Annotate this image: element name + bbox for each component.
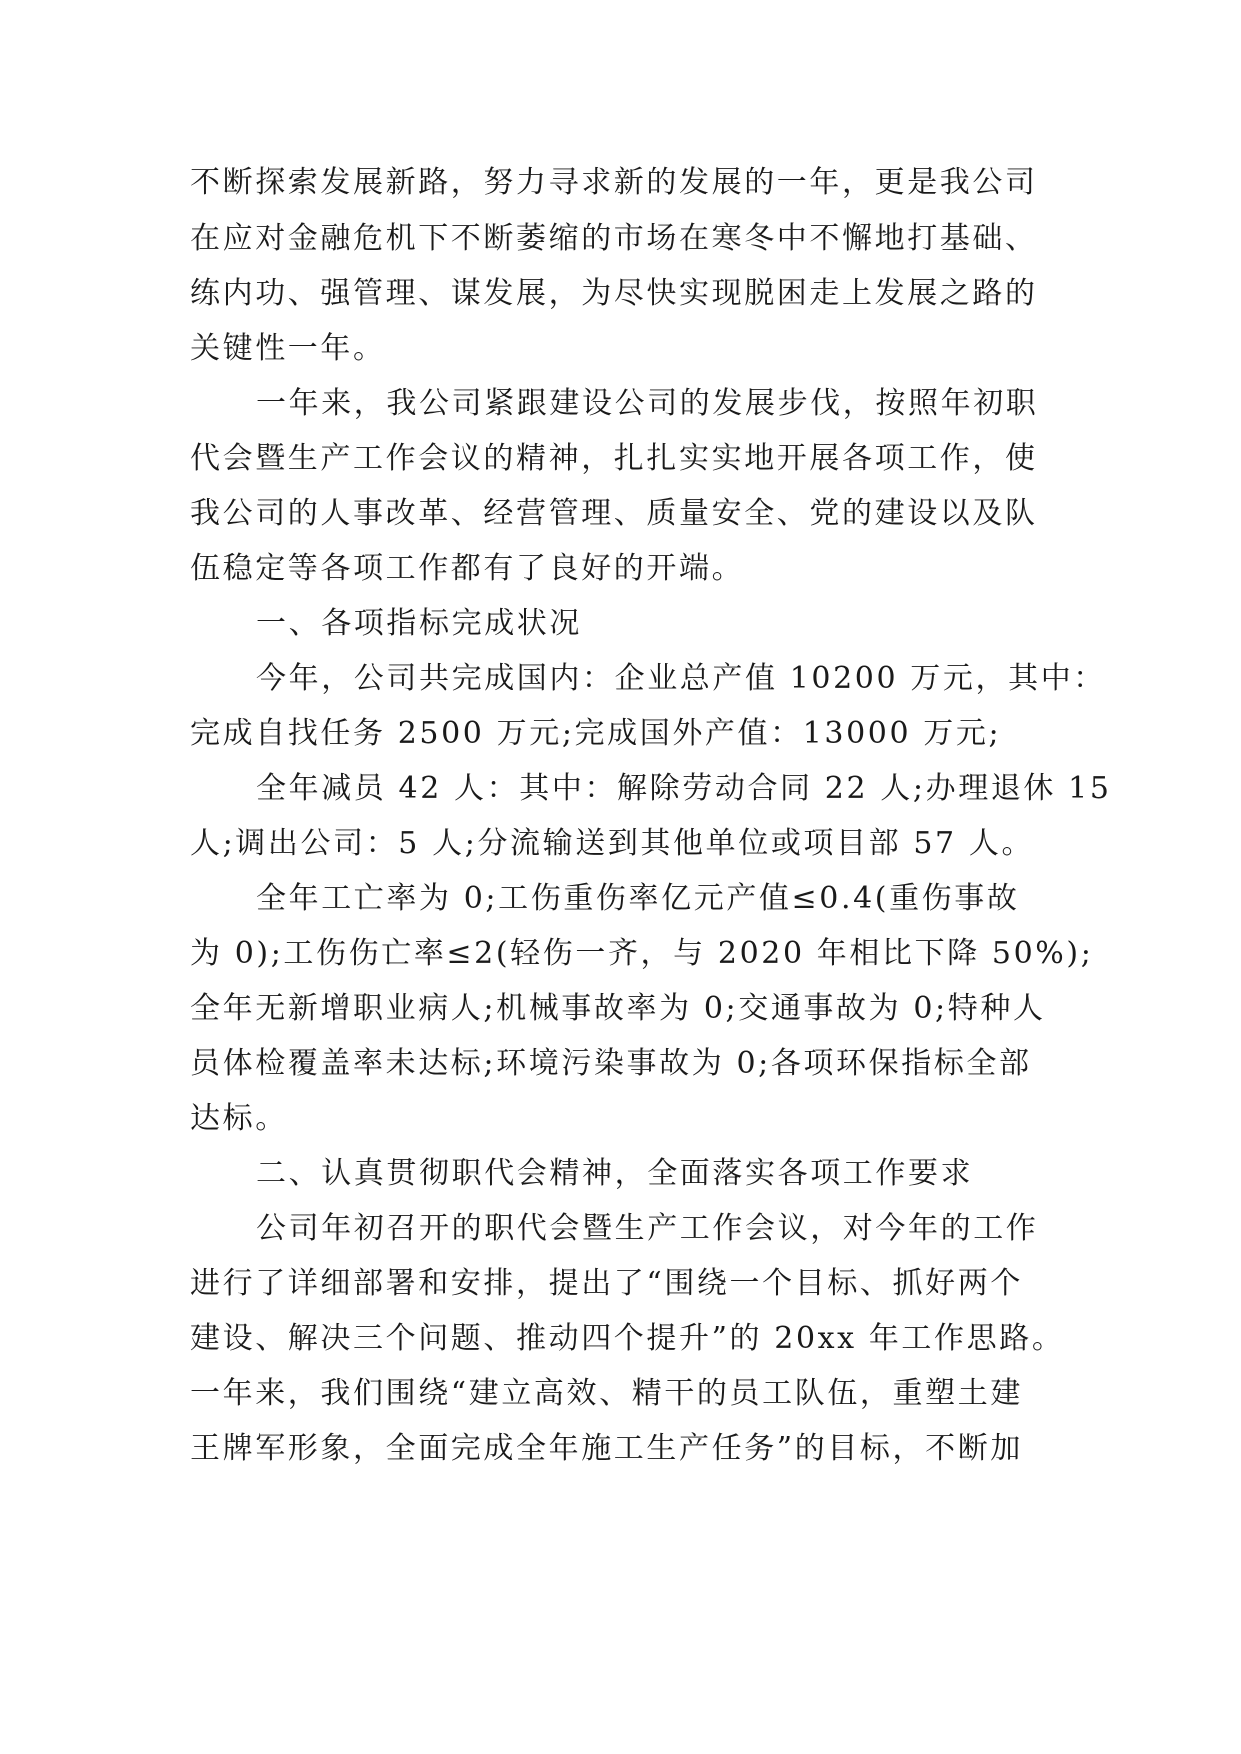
text-line-23: 一年来，我们围绕“建立高效、精干的员工队伍，重塑土建 [190,1376,1023,1411]
text-line-15: 为 0);工伤伤亡率≤2(轻伤一齐，与 2020 年相比下降 50%); [190,936,1094,971]
text-line-11: 完成自找任务 2500 万元;完成国外产值：13000 万元; [190,716,1002,751]
paragraph-intro-start: 一年来，我公司紧跟建设公司的发展步伐，按照年初职 [256,386,1039,421]
text-line-17: 员体检覆盖率未达标;环境污染事故为 0;各项环保指标全部 [190,1046,1032,1081]
text-line-6: 代会暨生产工作会议的精神，扎扎实实地开展各项工作，使 [190,441,1038,476]
paragraph-output-start: 今年，公司共完成国内：企业总产值 10200 万元，其中： [256,661,1106,696]
paragraph-meeting-start: 公司年初召开的职代会暨生产工作会议，对今年的工作 [256,1211,1039,1246]
text-line-3: 练内功、强管理、谋发展，为尽快实现脱困走上发展之路的 [190,276,1038,311]
text-line-2: 在应对金融危机下不断萎缩的市场在寒冬中不懈地打基础、 [190,221,1038,256]
paragraph-staff-start: 全年减员 42 人：其中：解除劳动合同 22 人;办理退休 15 [256,771,1112,806]
text-line-13: 人;调出公司：5 人;分流输送到其他单位或项目部 57 人。 [190,826,1035,861]
text-line-18: 达标。 [190,1101,288,1136]
section-heading-1: 一、各项指标完成状况 [256,606,582,641]
text-line-22: 建设、解决三个问题、推动四个提升”的 20xx 年工作思路。 [190,1321,1065,1356]
text-line-4: 关键性一年。 [190,331,386,366]
text-line-1: 不断探索发展新路，努力寻求新的发展的一年，更是我公司 [190,165,1038,200]
text-line-21: 进行了详细部署和安排，提出了“围绕一个目标、抓好两个 [190,1266,1023,1301]
text-line-16: 全年无新增职业病人;机械事故率为 0;交通事故为 0;特种人 [190,991,1046,1026]
text-line-24: 王牌军形象，全面完成全年施工生产任务”的目标，不断加 [190,1431,1023,1466]
paragraph-safety-start: 全年工亡率为 0;工伤重伤率亿元产值≤0.4(重伤事故 [256,881,1020,916]
text-line-7: 我公司的人事改革、经营管理、质量安全、党的建设以及队 [190,496,1038,531]
section-heading-2: 二、认真贯彻职代会精神，全面落实各项工作要求 [256,1156,974,1191]
text-line-8: 伍稳定等各项工作都有了良好的开端。 [190,551,745,586]
